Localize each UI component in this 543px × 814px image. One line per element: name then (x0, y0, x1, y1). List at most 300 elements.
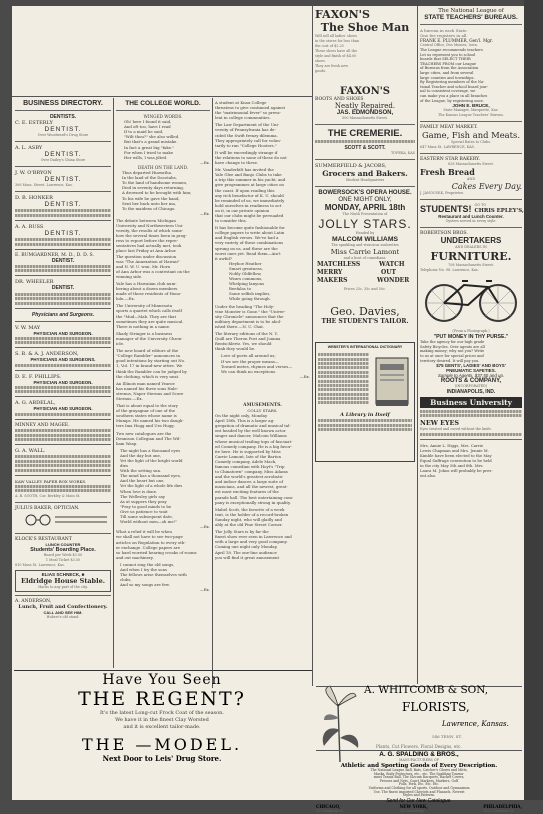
epley-oysters: Oysters served in every style. (445, 219, 497, 224)
poem-line: "Pray to good minds to be (120, 503, 172, 509)
physician-label: PHYSICIAN AND SURGEON. (33, 330, 93, 336)
dentist-label: DENTIST. (51, 285, 75, 292)
physician-name: A. G. ABDELAL, (15, 400, 56, 407)
small-print (15, 455, 111, 458)
league-manager: FRANK E. PLUMMER, Gen'l. Mgr. (420, 38, 493, 43)
article-line: a trip this summer in his yacht, and (215, 177, 286, 183)
suffrage-line: Kimble have been elected to the May (420, 453, 492, 459)
poem-line: Her wills, I was jilted. (124, 154, 168, 160)
small-print (318, 371, 369, 374)
suffrage-note (420, 443, 522, 478)
small-print (15, 469, 111, 472)
article-line: Dennison Collegian and The Wil- (116, 435, 181, 441)
business-university: Business University (430, 398, 512, 408)
poem-line: To the maidens of Chicago. (122, 205, 176, 211)
divider (15, 595, 111, 596)
poem-line: Smart greatness, (229, 265, 263, 271)
article-line: that our clubs might be persuaded (215, 212, 284, 218)
article-line: Shady Stringer is a business (116, 330, 173, 336)
amusements-heading: AMUSEMENTS. (243, 402, 282, 408)
the-regent: THE REGENT? (78, 688, 246, 710)
makers: MAKERS (317, 276, 348, 284)
dentists-heading: DENTISTS. (49, 114, 77, 120)
column-rule-3 (312, 6, 313, 686)
small-print (15, 429, 111, 432)
article-line: April 18. The one-line audience (215, 549, 277, 555)
dentist-address: 306 Mass. Street. Lawrence, Kas. (15, 183, 73, 187)
article-line: Comedy company, Adele Mack, (215, 458, 277, 464)
restaurant-address: 810 Mass St. Lawrence, Kas. (15, 562, 65, 567)
league-line: can make you a place in all branches (420, 93, 488, 98)
article-line: Mr. Vanderbilt has invited the (215, 167, 274, 173)
article-line: parade hall. The best entertaining com- (215, 494, 294, 500)
league-line: The League recommends teachers (420, 48, 483, 52)
cakes-and: AND (466, 177, 476, 182)
spalding-line: Polls, Fork, Etc. Etc. Etc. (398, 782, 440, 787)
article-line: The Jolly Stars is by far the (215, 529, 269, 535)
faxon-line: the cost of $2.25 (315, 44, 344, 48)
poem-line: To the land of handsome women, (122, 180, 188, 186)
poem-line: Oh! here I found it said, (124, 119, 172, 125)
article-line: we shall not have to see two-page (116, 534, 183, 540)
poem-line: And so my songs are few. (120, 582, 170, 588)
article-line: sports a quartet which calls itself (116, 308, 182, 314)
bakery-address: 828 Massachusetts Street. (448, 162, 494, 167)
divider (420, 121, 522, 122)
eyeglasses-icon (15, 514, 111, 526)
grocer-title: Grocers and Bakers. (322, 168, 408, 178)
article-line: ed Comedy company. He is a big favor- (215, 443, 292, 449)
article-line: have change to these. (215, 160, 259, 166)
webster-dictionary-ad (315, 342, 415, 462)
poem-line: World without men—oh me!" (120, 519, 178, 525)
physician-name: V. W. MAY (15, 324, 41, 331)
purse-line: Safety Bicycles. Over agents are all (420, 344, 485, 349)
restaurant-name: KLOCK'S RESTAURANT (15, 536, 72, 542)
one-night: ONE NIGHT ONLY, (338, 195, 392, 203)
article-line: threatens to give continued against (215, 105, 286, 111)
article-line: Mabel Scott, the favorite of a week (215, 506, 285, 512)
bakery-proprietor: J. JANOUSEK, Proprietor. (420, 191, 464, 196)
article-line: manager of the University Chron- (116, 335, 183, 341)
poem-line: Love of poets all around us; (221, 353, 276, 359)
article-line: to consider this. (215, 218, 247, 224)
divider (420, 24, 522, 25)
article-line: "College Rambler" announces in (116, 353, 181, 359)
cremerie-owner: SCOTT & SCOTT. (344, 144, 386, 151)
divider (15, 275, 111, 276)
poem-line: I cannot sing the old songs, (120, 561, 175, 567)
article-line: The question under discussion (116, 253, 177, 259)
furniture: FURNITURE. (430, 250, 512, 264)
advertisements-column-right (420, 8, 522, 684)
article-line: bering about a dozen members (116, 286, 178, 292)
national-league-heading: The National League of (438, 8, 504, 14)
teachers-bureaus-heading: STATE TEACHERS' BUREAUS. (424, 14, 518, 21)
faxon-line: Will sell all ladies' shoes (315, 34, 357, 38)
edmondson-name: JAS. EDMONDSON, (336, 110, 394, 116)
webster-title: WEBSTER'S INTERNATIONAL DICTIONARY (327, 344, 403, 349)
dentist-name: A. A. RUSS (15, 223, 44, 230)
dentist-label: DENTIST. (44, 201, 82, 208)
poem-line: In the land of the Dacotahs, (122, 175, 177, 181)
robertson-bros: ROBERTSON BROS. (420, 231, 468, 237)
divider (15, 308, 111, 309)
dentist-label: DENTIST. (51, 257, 75, 264)
article-line: An Illinois man named Yearoe (116, 380, 175, 386)
small-print (315, 140, 415, 143)
spacer (215, 379, 310, 403)
poem-line: The fellows arise themselves with (120, 572, 187, 578)
poem-line: Beefalas to (229, 286, 251, 292)
regent-ad-content (14, 672, 310, 798)
article-line: The University of Minnesota (116, 303, 173, 309)
league-line: Let us represent you to school (420, 52, 476, 57)
article-line: famous comedian with Hoyt's "Trip (215, 464, 285, 469)
poem-line: And when I try the sons (120, 566, 168, 572)
model-address: Next Door to Leis' Drug Store. (102, 754, 222, 763)
suffrage-line: Equal Suffrage convention to be held (420, 458, 492, 464)
article-line: college papers to write about Latin (215, 230, 285, 236)
poem-line: While going through. (229, 296, 271, 302)
stable-owner: ELIAS SCHNECK, ■ (41, 571, 85, 577)
poem-line: The mind has a thousand eyes, (120, 473, 181, 479)
dentist-name: D. B. HONKER (15, 195, 53, 201)
article-line: has named his three sons Hale- (116, 385, 179, 391)
poem-line: clubs, (120, 577, 132, 583)
cakes-every-day: Cakes Every Day. (451, 182, 522, 192)
poem-line: A drowned to be brought with him; (122, 190, 192, 196)
article-line: Under the heading "The Holy- (215, 303, 275, 309)
physicians-heading: Physicians and Surgeons. (31, 311, 95, 318)
article-line: April 18th. This is a larger ag- (215, 418, 275, 424)
divider (15, 396, 111, 397)
webster-caption: A Library in Itself (340, 411, 390, 418)
article-line: That is about equal to the story (116, 403, 178, 409)
poem-title: DEATH ON THE LAND. (137, 164, 189, 170)
article-line: Sternus.—Ex. (116, 395, 143, 401)
bruce-bureau: The Kansas League Teachers' Bureau. (438, 113, 504, 118)
article-line: It will be exceedingly strange if (215, 149, 278, 155)
regent-line: and it is excellent tailor-made. (123, 724, 201, 730)
dentist-name: C. E. ESTERLY (15, 120, 53, 126)
small-print (318, 358, 369, 361)
small-print (15, 293, 111, 296)
credit: —Ex. (199, 210, 210, 216)
epley-name: CHRIS EPLEY'S, (474, 208, 524, 215)
new-eyes-sub: Eyes treated and cured without the knife. (420, 426, 492, 431)
article-line: hold ourselves in readiness to act (215, 202, 282, 208)
college-world-column (116, 100, 210, 690)
article-line: worst ones yet. Read them—Ain't (215, 250, 281, 256)
grocer-subtitle: Student Headquarters (345, 177, 385, 182)
roots-company: ROOTS & COMPANY, (440, 378, 502, 385)
article-line: ent headed by the well known actor (215, 428, 286, 434)
divider (420, 153, 522, 154)
article-line: The literary editions of the N. Y. (215, 331, 278, 337)
league-line: TEACHERS FROM our League (420, 61, 477, 66)
small-print (318, 424, 412, 427)
article-line: Sunday night, who will gladly and (215, 516, 282, 522)
article-line: the coast. If upon reading this (215, 187, 275, 193)
physician-name: MINNEY AND MAGEE. (15, 422, 70, 428)
regent-body (14, 710, 310, 731)
small-print (318, 401, 369, 404)
epley-restaurant: Restaurant and Lunch Counter. (438, 214, 504, 220)
article-line: lulu.—Ex. (116, 296, 135, 302)
divider (116, 110, 210, 111)
article-line: est most exciting features of the (215, 489, 279, 495)
small-print (318, 380, 369, 383)
poem-line: Thus departed Hiawatha. (122, 170, 173, 176)
column-rule-4 (417, 6, 418, 684)
small-print (15, 302, 111, 305)
divider (15, 110, 111, 111)
article-line: ite here. He is supported by Miss (215, 448, 281, 454)
poem-line: For when I tried to make (124, 149, 174, 155)
dark-page-edge (524, 0, 543, 800)
article-line: whose musical trailing tops of fascinat- (215, 438, 293, 444)
article-line: Yale Glee and Banjo Clubs to take (215, 172, 282, 178)
poem-line: "Wilt thou?" she also willed. (124, 134, 180, 140)
suffrage-line: Laura M. Johns will probably be pres- (420, 468, 493, 474)
poem-line: When love is done. (120, 488, 158, 494)
chicago-address: 108 Madison St. (316, 808, 345, 813)
article-line: ished there.—N. U. Chat. (215, 323, 265, 329)
column-rule-2 (212, 98, 213, 688)
poem-line: Yet the light of a whole life dies (120, 483, 183, 489)
article-line: so hard worried hearing croaks of rooms (116, 549, 197, 555)
article-line: tarily to run "College Hooters." (215, 142, 277, 148)
spalding-line: The National League Ball, Bats, Catcher's Gloves and Mitts, (370, 768, 468, 772)
faxon-title: FAXON'S (315, 8, 370, 21)
dentist-label: DENTIST. (44, 151, 82, 158)
business-university-banner (420, 397, 522, 408)
divider (15, 141, 111, 142)
students-call: STUDENTS! (420, 203, 472, 214)
florists-city: Lawrence, Kansas. (442, 720, 509, 728)
article-line: the clothing, which is very neat. (116, 373, 180, 379)
divider (15, 502, 111, 503)
carrie-lamont: Miss Carrie Lamont (330, 247, 400, 256)
jolly-stars: JOLLY STARS. (318, 216, 412, 231)
suffrage-line: ent also. (420, 473, 437, 479)
undertakers: UNDERTAKERS (440, 236, 502, 246)
dealers-in: AND DEALERS IN (455, 245, 487, 250)
article-line: Yale has a Hawaiian club num- (116, 281, 177, 286)
bruce-title: State Manager, Marquette, Kas. (443, 108, 499, 113)
article-line: you will find it great amusement (215, 554, 280, 560)
restaurant-rate: Board per Week $3.00 (43, 552, 83, 557)
physician-label: PHYSICIAN AND SURGEON. (33, 379, 93, 385)
poem-line: Yet the light of the bright world (120, 458, 183, 463)
article-line: finest show ever seen in Lawrence and (215, 534, 292, 540)
regent-line: It's the latest Long-cut Frock Coat of the season. (100, 710, 224, 716)
business-directory-column (15, 100, 111, 670)
incorporated: (INCORPORATED) (454, 384, 488, 389)
credit: —Ex. (299, 373, 310, 379)
davies-name: Geo. Davies, (330, 304, 400, 318)
poem-line: And the heart but one, (120, 478, 165, 484)
spalding-ad (316, 750, 522, 813)
article-line: was "The Annexation of Hawaii" (116, 258, 180, 264)
spalding-line: Styles and Patterns. (402, 793, 436, 798)
small-print (318, 375, 369, 378)
purse-line: territory desired. It will pay you. (420, 358, 480, 363)
lunch-address: Hubert's old stand. (46, 614, 80, 619)
florists-title: FLORISTS, (402, 700, 470, 714)
poem-line: Some selfish implies, (229, 291, 271, 297)
opera-house: BOWERSOCK'S OPERA HOUSE. (318, 189, 412, 196)
article-line: military department is to be abol- (215, 318, 282, 324)
small-print (318, 353, 369, 356)
article-line: A student at Knox College (215, 100, 267, 105)
dentist-name: DR. WHEELER (15, 279, 54, 286)
small-print (420, 410, 522, 413)
article-line: with a large and very good company. (215, 539, 288, 545)
article-line: it awful? (215, 255, 232, 261)
article-line: and out machinery. (116, 554, 154, 560)
dentist-label: DENTIST. (44, 126, 82, 133)
lunch-tagline: CALL AND SEE HIM. (43, 609, 83, 615)
article-line: ably at the old Pine Street Corner. (215, 522, 283, 528)
philadelphia: PHILADELPHIA, (483, 803, 522, 809)
meat-market: FAMILY MEAT MARKET. (420, 125, 478, 131)
divider (15, 475, 111, 476)
poem-line: But that's a grand mistake. (124, 139, 178, 145)
meat-address: 647 Mass St. LAWRENCE, KAS. (420, 145, 475, 150)
spalding-name: A. G. SPALDING & BROS., (379, 751, 459, 758)
article-line: musicians, and all the newest, great- (215, 484, 288, 490)
article-line: of Ann Arbor was a contestant on the (116, 268, 190, 274)
purse-line: making money; why not you? Write (420, 349, 485, 354)
business-name: A. B. SOOTH, Cor. Berkley & Main St. (15, 493, 81, 498)
malcom-williams: MALCOM WILLIAMS (331, 235, 399, 243)
new-york-address: 243 Broadway. (399, 808, 425, 813)
article-line: Coming one night only Monday, (215, 544, 278, 550)
spalding-body (316, 769, 522, 798)
dentist-name: A. L. ASBY (15, 145, 43, 151)
article-line: sity Chronicle" announces that the (215, 313, 284, 319)
article-line: Carrie Lamont, late of the Barton (215, 453, 282, 459)
divider (15, 220, 111, 221)
article-line: Quill are Theron Post and Joanna (215, 336, 281, 342)
divider (315, 124, 415, 125)
faxon-line: shoes. (315, 59, 326, 63)
article-line: The debate between Michigan (116, 217, 176, 223)
faxon-line: style and finish of $4.00 (315, 54, 357, 58)
article-line: and the world's greatest acrobatic (215, 474, 283, 480)
poem-line: Wears commons, (229, 276, 263, 282)
divider (15, 444, 111, 445)
league-body (420, 48, 522, 103)
the-model: THE —MODEL. (81, 735, 243, 754)
article-line: think they would be. (215, 346, 256, 352)
poem-line: And oft too, have I read (124, 124, 171, 130)
article-line: be reminded of us, we immediately (215, 197, 285, 203)
article-line: place last Friday at Ann Arbor. (116, 248, 177, 254)
presentation-line: The Ninth Presentation of (342, 211, 388, 216)
spalding-line: ment Tennis Ball, The Slocum Racquets, Racket Covers, (373, 775, 465, 780)
article-line: to Chinatown" company, Miss Adams (215, 469, 288, 475)
faxon-title-2: FAXON'S (340, 86, 390, 97)
credit: —Ex. (199, 587, 210, 593)
small-print (15, 460, 111, 463)
article-line: What a relief it will be when (116, 529, 172, 535)
faxon-line: They are fresh new (315, 64, 349, 68)
article-line: pany is exceptionally strong in quality. (215, 499, 291, 505)
dentist-address: Over Woodward's Drug Store (37, 133, 89, 137)
divider (15, 370, 111, 371)
regent-line: We have it in the finest Clay Worsted (115, 717, 209, 723)
go-to: GO TO (474, 203, 487, 208)
dentist-address: Over Dailey's China Store (40, 158, 86, 162)
pneumatic-line: $75 GENTS', LADIES' AND BOYS' (436, 363, 506, 369)
article-line: liam Wasp. (116, 440, 138, 446)
edmondson-address: 500 Massachusetts Street. (342, 116, 388, 120)
restaurant-line: LUNCH COUNTER (45, 541, 81, 547)
spalding-line: Uniforms and Clothing for all sports. Outdoor and Gymnasium (368, 785, 470, 790)
have-you-seen: Have You Seen (102, 672, 222, 688)
stable-tagline: Hacks to any part of the city. (38, 584, 88, 589)
small-print (15, 341, 111, 344)
grocer-name: SUMMERFIELD & JACOBS, (315, 162, 387, 169)
small-print (318, 419, 412, 422)
article-line: icle. (116, 341, 125, 347)
divider (15, 191, 111, 192)
restaurant-rate: 1 Meal Ticket $3.50 (45, 557, 81, 562)
article-line: Two new catalogues are the (116, 430, 172, 436)
small-print (15, 265, 111, 268)
florists-address: 546 TENN. ST. (432, 734, 462, 739)
photo-caption: (From a Photograph.) (452, 329, 490, 334)
watch: WATCH (379, 260, 405, 268)
game-fish-meats: Game, Fish and Meats. (421, 130, 520, 141)
purse-line: to us at once for special prices and (420, 353, 484, 358)
out: OUT (381, 268, 396, 276)
restaurant-headline: Students' Boarding Place. (30, 546, 96, 553)
purse-line: Take the agency for our high grade (420, 340, 485, 345)
article-line: strenus, Naper Sternus and Score (116, 390, 184, 396)
headed-by: Headed by (355, 230, 375, 235)
suffrage-line: Mrs. Annie L. Diggs, Mrs. Carrie (420, 443, 484, 449)
league-office: Central Office, Des Moines, Iowa. (420, 43, 478, 47)
article-line: the "Mud—Mab. They are that (116, 313, 177, 319)
article-line: There is nothing in a name. (116, 323, 171, 329)
advertisements-column-left (315, 8, 415, 684)
lunch-owner: A. ANDERSON, (15, 598, 52, 604)
article-line: and English verses. We've had a (215, 235, 279, 241)
article-line: ters Ima Hogg and Ura Hogg. (116, 423, 175, 429)
small-print (15, 238, 111, 241)
article-line: good intentions by starting out No. (116, 358, 186, 364)
dentist-label: DENTIST. (44, 229, 82, 237)
soubrettes-line: The sparkling and vivacious soubrettes (331, 242, 399, 247)
poem-line: Heyhoe Heather (229, 260, 262, 266)
physician-label: PHYSICIAN AND SURGEON. (33, 406, 93, 412)
credit: —Ex. (199, 524, 210, 530)
dictionary-book-illustration (372, 352, 412, 412)
article-line: articles on Regulation to every oth- (116, 539, 186, 545)
optician-name: JULIUS BAKER, OPTICIAN. (15, 505, 80, 511)
divider (315, 159, 415, 160)
cremerie-address: TOPEKA, KAS (391, 150, 415, 155)
poem-title: WINGED WORDS. (143, 114, 183, 119)
comedians-line: and a host of comedians. (343, 255, 387, 260)
article-line: made of those residents of Hono- (116, 291, 182, 297)
league-line: By Registering members of the Na- (420, 80, 485, 85)
small-print (420, 433, 522, 436)
